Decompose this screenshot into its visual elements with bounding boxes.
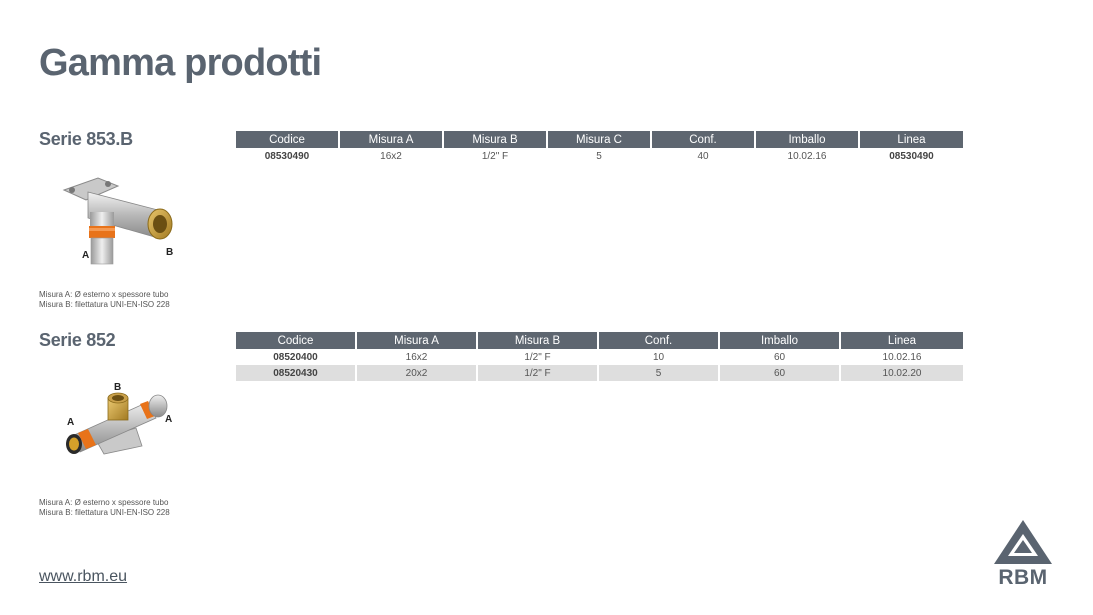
cell-imballo: 60 xyxy=(720,349,841,365)
cell-linea: 10.02.20 xyxy=(841,365,963,381)
label-b: B xyxy=(166,247,174,258)
cell-codice: 08530490 xyxy=(236,148,340,164)
cell-misura-c: 5 xyxy=(548,148,652,164)
table-row xyxy=(236,365,963,381)
column-header: Misura A xyxy=(357,332,478,349)
cell-conf: 40 xyxy=(652,148,756,164)
rbm-logo xyxy=(990,518,1056,589)
note-line: Misura B: filettatura UNI-EN-ISO 228 xyxy=(39,300,170,309)
rbm-logo-icon xyxy=(990,518,1056,568)
cell-misura-a: 16x2 xyxy=(357,349,478,365)
column-header: Misura C xyxy=(548,131,652,148)
column-header: Imballo xyxy=(756,131,860,148)
note-line: Misura A: Ø esterno x spessore tubo xyxy=(39,290,169,299)
cell-misura-a: 20x2 xyxy=(357,365,478,381)
label-b: B xyxy=(114,382,122,393)
cell-codice: 08520400 xyxy=(236,349,357,365)
table-header-row xyxy=(236,332,963,349)
note-line: Misura B: filettatura UNI-EN-ISO 228 xyxy=(39,508,170,517)
fitting-852-image xyxy=(58,378,188,468)
cell-misura-a: 16x2 xyxy=(340,148,444,164)
fitting-853b-image xyxy=(58,172,193,267)
cell-linea: 10.02.16 xyxy=(882,351,922,363)
column-header: Misura B xyxy=(444,131,548,148)
series-853b-title: Serie 853.B xyxy=(39,129,133,149)
website-link[interactable]: www.rbm.eu xyxy=(39,568,128,585)
series-852-table xyxy=(236,332,963,381)
series-853b-notes xyxy=(39,290,170,310)
column-header: Conf. xyxy=(599,332,720,349)
logo-text: RBM xyxy=(998,566,1048,589)
cell-misura-b: 1/2" F xyxy=(478,365,599,381)
column-header: Imballo xyxy=(720,332,841,349)
column-header: Linea xyxy=(860,131,963,148)
cell-imballo: 60 xyxy=(720,365,841,381)
column-header: Codice xyxy=(236,131,340,148)
cell-conf: 5 xyxy=(599,365,720,381)
cell-conf: 10 xyxy=(599,349,720,365)
cell-linea: 08530490 xyxy=(889,150,934,162)
column-header: Misura A xyxy=(340,131,444,148)
series-852-title: Serie 852 xyxy=(39,330,116,350)
page-title: Gamma prodotti xyxy=(39,42,322,84)
label-a-left: A xyxy=(67,417,75,428)
cell-misura-b: 1/2" F xyxy=(444,148,548,164)
column-header: Linea xyxy=(841,332,963,349)
cell-codice: 08520430 xyxy=(236,365,357,381)
note-line: Misura A: Ø esterno x spessore tubo xyxy=(39,498,169,507)
table-row xyxy=(236,349,963,365)
column-header: Codice xyxy=(236,332,357,349)
label-a-right: A xyxy=(165,414,173,425)
cell-imballo: 10.02.16 xyxy=(756,148,860,164)
series-853b-table xyxy=(236,131,963,164)
label-a: A xyxy=(82,250,90,261)
column-header: Conf. xyxy=(652,131,756,148)
table-header-row xyxy=(236,131,963,148)
column-header: Misura B xyxy=(478,332,599,349)
series-852-notes xyxy=(39,498,170,518)
cell-misura-b: 1/2" F xyxy=(478,349,599,365)
table-row xyxy=(236,148,963,164)
